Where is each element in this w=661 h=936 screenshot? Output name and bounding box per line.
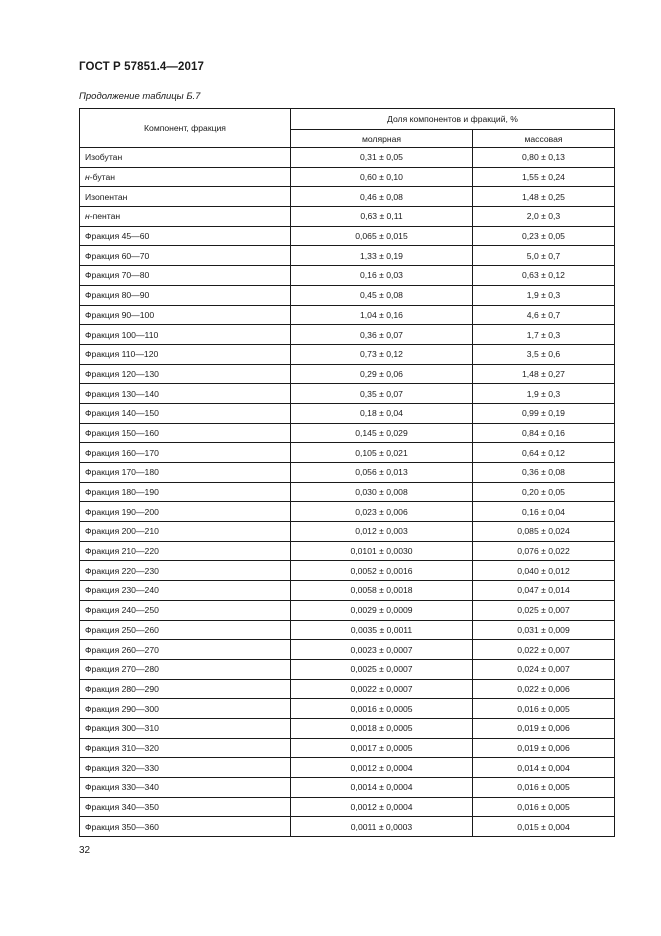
row-mass-cell: 0,022 ± 0,007 [473,640,615,660]
row-molar-cell: 0,31 ± 0,05 [291,148,473,168]
table-row [80,207,615,227]
row-mass-cell: 0,019 ± 0,006 [473,738,615,758]
row-mass-cell: 0,20 ± 0,05 [473,482,615,502]
table-row [80,226,615,246]
row-component-cell: Изобутан [80,148,291,168]
row-component-cell: Фракция 230—240 [80,581,291,601]
row-mass-cell: 0,016 ± 0,005 [473,778,615,798]
row-component-cell: Фракция 100—110 [80,325,291,345]
row-component-cell: Фракция 80—90 [80,285,291,305]
row-component-cell: Фракция 45—60 [80,226,291,246]
row-mass-cell: 0,076 ± 0,022 [473,541,615,561]
row-mass-cell: 0,36 ± 0,08 [473,463,615,483]
row-molar-cell: 0,056 ± 0,013 [291,463,473,483]
row-component-cell: Фракция 210—220 [80,541,291,561]
table-row [80,384,615,404]
row-mass-cell: 4,6 ± 0,7 [473,305,615,325]
row-component-cell: Фракция 60—70 [80,246,291,266]
table-row [80,285,615,305]
row-component-cell: Фракция 170—180 [80,463,291,483]
row-molar-cell: 0,065 ± 0,015 [291,226,473,246]
table-row [80,620,615,640]
row-molar-cell: 0,35 ± 0,07 [291,384,473,404]
row-mass-cell: 0,014 ± 0,004 [473,758,615,778]
row-mass-cell: 3,5 ± 0,6 [473,344,615,364]
row-component-cell: Фракция 350—360 [80,817,291,837]
row-molar-cell: 0,0029 ± 0,0009 [291,600,473,620]
row-component-cell: Фракция 190—200 [80,502,291,522]
table-row [80,266,615,286]
row-component-cell: Фракция 140—150 [80,403,291,423]
row-component-cell: Фракция 320—330 [80,758,291,778]
row-molar-cell: 0,0052 ± 0,0016 [291,561,473,581]
row-molar-cell: 0,0058 ± 0,0018 [291,581,473,601]
table-row [80,463,615,483]
row-molar-cell: 0,012 ± 0,003 [291,522,473,542]
row-mass-cell: 0,031 ± 0,009 [473,620,615,640]
row-mass-cell: 1,9 ± 0,3 [473,285,615,305]
row-mass-cell: 0,16 ± 0,04 [473,502,615,522]
row-molar-cell: 0,145 ± 0,029 [291,423,473,443]
row-molar-cell: 0,0011 ± 0,0003 [291,817,473,837]
page-number: 32 [79,845,91,856]
row-component-cell: Фракция 310—320 [80,738,291,758]
table-row [80,482,615,502]
row-mass-cell: 0,025 ± 0,007 [473,600,615,620]
table-row [80,699,615,719]
row-mass-cell: 0,23 ± 0,05 [473,226,615,246]
row-mass-cell: 0,84 ± 0,16 [473,423,615,443]
row-molar-cell: 0,0017 ± 0,0005 [291,738,473,758]
table-row [80,167,615,187]
row-molar-cell: 0,60 ± 0,10 [291,167,473,187]
row-component-cell: Фракция 110—120 [80,344,291,364]
row-mass-cell: 0,016 ± 0,005 [473,699,615,719]
row-mass-cell: 1,7 ± 0,3 [473,325,615,345]
row-component-cell: Фракция 330—340 [80,778,291,798]
row-molar-cell: 0,29 ± 0,06 [291,364,473,384]
row-component-cell: Фракция 260—270 [80,640,291,660]
table-row [80,817,615,837]
row-mass-cell: 0,99 ± 0,19 [473,403,615,423]
row-mass-cell: 5,0 ± 0,7 [473,246,615,266]
row-molar-cell: 0,45 ± 0,08 [291,285,473,305]
row-component-cell: Фракция 300—310 [80,718,291,738]
row-molar-cell: 0,46 ± 0,08 [291,187,473,207]
table-row [80,502,615,522]
row-component-cell: Фракция 240—250 [80,600,291,620]
row-molar-cell: 0,105 ± 0,021 [291,443,473,463]
row-component-cell: н-пентан [80,207,291,227]
table-caption: Продолжение таблицы Б.7 [79,91,201,102]
table-row [80,403,615,423]
row-molar-cell: 0,63 ± 0,11 [291,207,473,227]
header-mass: массовая [473,130,615,148]
row-molar-cell: 0,18 ± 0,04 [291,403,473,423]
row-component-cell: Изопентан [80,187,291,207]
row-mass-cell: 0,019 ± 0,006 [473,718,615,738]
row-mass-cell: 0,024 ± 0,007 [473,659,615,679]
table-row [80,581,615,601]
row-mass-cell: 1,48 ± 0,27 [473,364,615,384]
row-component-cell: н-бутан [80,167,291,187]
composition-table [79,108,615,837]
table-row [80,305,615,325]
row-component-cell: Фракция 70—80 [80,266,291,286]
row-component-cell: Фракция 150—160 [80,423,291,443]
table-row [80,344,615,364]
row-mass-cell: 2,0 ± 0,3 [473,207,615,227]
row-molar-cell: 0,0012 ± 0,0004 [291,758,473,778]
table-row [80,443,615,463]
row-mass-cell: 0,085 ± 0,024 [473,522,615,542]
row-component-cell: Фракция 250—260 [80,620,291,640]
table-row [80,522,615,542]
row-molar-cell: 1,33 ± 0,19 [291,246,473,266]
table-row [80,364,615,384]
table-row [80,187,615,207]
row-molar-cell: 0,0022 ± 0,0007 [291,679,473,699]
row-mass-cell: 0,015 ± 0,004 [473,817,615,837]
header-molar: молярная [291,130,473,148]
table-row [80,778,615,798]
row-molar-cell: 1,04 ± 0,16 [291,305,473,325]
row-molar-cell: 0,0023 ± 0,0007 [291,640,473,660]
row-molar-cell: 0,36 ± 0,07 [291,325,473,345]
row-mass-cell: 0,047 ± 0,014 [473,581,615,601]
row-component-cell: Фракция 280—290 [80,679,291,699]
table-row [80,738,615,758]
header-component: Компонент, фракция [80,109,291,148]
row-mass-cell: 0,022 ± 0,006 [473,679,615,699]
row-mass-cell: 1,55 ± 0,24 [473,167,615,187]
row-component-cell: Фракция 340—350 [80,797,291,817]
row-component-cell: Фракция 290—300 [80,699,291,719]
row-molar-cell: 0,0018 ± 0,0005 [291,718,473,738]
row-component-cell: Фракция 120—130 [80,364,291,384]
table-row [80,679,615,699]
table-row [80,246,615,266]
row-molar-cell: 0,0035 ± 0,0011 [291,620,473,640]
table-row [80,718,615,738]
table-row [80,640,615,660]
row-molar-cell: 0,0025 ± 0,0007 [291,659,473,679]
row-component-cell: Фракция 200—210 [80,522,291,542]
table-body [80,148,615,837]
row-component-cell: Фракция 90—100 [80,305,291,325]
row-mass-cell: 1,9 ± 0,3 [473,384,615,404]
row-molar-cell: 0,73 ± 0,12 [291,344,473,364]
table-row [80,325,615,345]
row-molar-cell: 0,16 ± 0,03 [291,266,473,286]
table-row [80,423,615,443]
table-row [80,758,615,778]
table-row [80,797,615,817]
row-mass-cell: 0,63 ± 0,12 [473,266,615,286]
table-row [80,659,615,679]
row-mass-cell: 0,016 ± 0,005 [473,797,615,817]
row-mass-cell: 0,80 ± 0,13 [473,148,615,168]
row-component-cell: Фракция 270—280 [80,659,291,679]
row-mass-cell: 0,64 ± 0,12 [473,443,615,463]
row-molar-cell: 0,0014 ± 0,0004 [291,778,473,798]
row-mass-cell: 1,48 ± 0,25 [473,187,615,207]
table-row [80,600,615,620]
row-component-cell: Фракция 130—140 [80,384,291,404]
row-molar-cell: 0,0101 ± 0,0030 [291,541,473,561]
table-row [80,541,615,561]
row-mass-cell: 0,040 ± 0,012 [473,561,615,581]
table-row [80,561,615,581]
row-component-cell: Фракция 160—170 [80,443,291,463]
row-molar-cell: 0,0012 ± 0,0004 [291,797,473,817]
row-molar-cell: 0,023 ± 0,006 [291,502,473,522]
row-molar-cell: 0,0016 ± 0,0005 [291,699,473,719]
row-component-cell: Фракция 180—190 [80,482,291,502]
row-component-cell: Фракция 220—230 [80,561,291,581]
document-code: ГОСТ Р 57851.4—2017 [79,61,204,73]
row-molar-cell: 0,030 ± 0,008 [291,482,473,502]
header-share: Доля компонентов и фракций, % [291,109,615,130]
table-row [80,148,615,168]
